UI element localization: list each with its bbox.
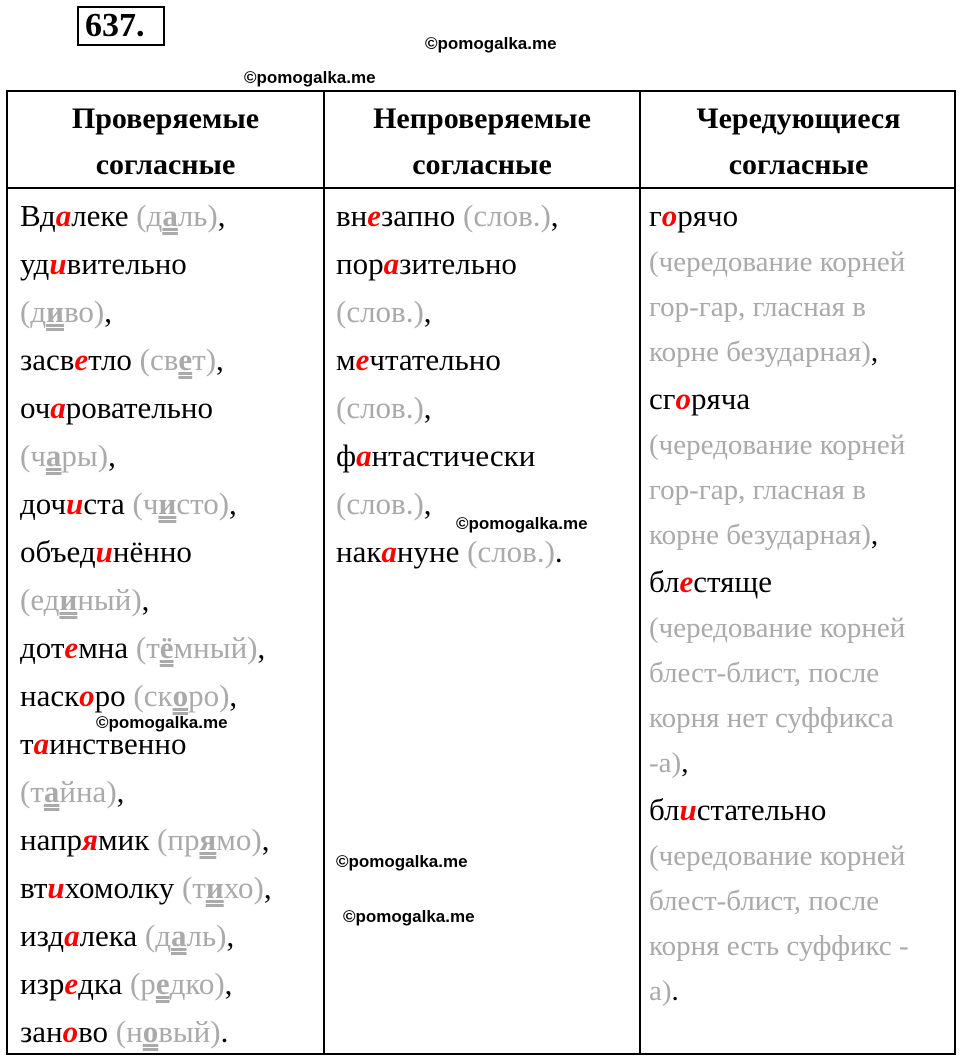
hint-start: (т [181, 870, 206, 905]
watermark: ©pomogalka.me [244, 68, 376, 87]
punctuation: , [216, 342, 224, 377]
header-line: Непроверяемые [373, 102, 591, 135]
checked-letter: и [66, 486, 84, 521]
word-entry [20, 816, 320, 864]
word-start: бл [649, 564, 680, 599]
hint-line [20, 576, 320, 624]
rule-note [649, 240, 954, 375]
checked-letter: а [381, 534, 397, 569]
header-line: согласные [728, 148, 869, 181]
note-line: корня нет суффикса [649, 702, 894, 734]
punctuation: , [261, 822, 270, 857]
header-line: согласные [412, 148, 552, 181]
dictionary-hint: (слов.) [336, 486, 424, 521]
punctuation: , [116, 774, 125, 809]
punctuation: , [104, 294, 112, 329]
hint-start: (св [139, 342, 179, 377]
word-start: т [20, 726, 34, 761]
dictionary-hint: (слов.) [336, 390, 424, 425]
word-start: м [336, 342, 356, 377]
hint-letter: е [155, 966, 170, 1001]
note-line: гор-гар, гласная в [649, 474, 866, 506]
hint-start: (д [144, 918, 172, 953]
checked-letter: е [64, 966, 79, 1001]
word-start: зан [20, 1014, 63, 1049]
hint-line [336, 288, 636, 336]
punctuation: , [257, 630, 266, 665]
checked-letter: а [50, 390, 66, 425]
watermark: ©pomogalka.me [456, 514, 588, 533]
punctuation: , [229, 678, 238, 713]
word-entry [20, 336, 320, 384]
hint-start: (пр [157, 822, 200, 857]
punctuation: , [550, 198, 559, 233]
hint-end: хо) [223, 870, 264, 905]
word-end: стательно [696, 792, 827, 827]
word-start: вн [336, 198, 368, 233]
punctuation: , [423, 486, 432, 521]
word-entry [20, 240, 320, 288]
header-line: согласные [95, 148, 236, 181]
checked-letter: я [82, 822, 99, 857]
checked-letter: о [62, 1014, 79, 1049]
checked-letter: о [675, 381, 691, 416]
word-start: наск [20, 678, 80, 713]
hint-end: ль) [177, 198, 218, 233]
checked-letter: о [661, 198, 678, 233]
word-end: запно [381, 198, 456, 233]
hint-letter: о [142, 1014, 159, 1049]
hint-start: (ск [133, 678, 173, 713]
word-end: хомолку [64, 870, 175, 905]
hint-start: (р [129, 966, 156, 1001]
column-divider [639, 92, 641, 1053]
word-start: ф [336, 438, 357, 473]
hint-end: ный) [77, 582, 142, 617]
checked-letter: а [33, 726, 50, 761]
word-end: чтательно [369, 342, 501, 377]
hint-line [20, 432, 320, 480]
exercise-number: 637. [77, 6, 165, 46]
rule-note [649, 606, 954, 786]
word-start: напр [20, 822, 83, 857]
header-alternating [641, 96, 956, 186]
hint-line [336, 384, 636, 432]
punctuation: , [141, 582, 150, 617]
word-end: во [78, 1014, 109, 1049]
word-entry [649, 375, 954, 423]
punctuation: , [263, 870, 272, 905]
spelling-table [6, 90, 956, 1055]
note-line: корня есть суффикс - [649, 930, 909, 962]
header-line: Проверяемые [71, 102, 260, 135]
word-end: ряча [690, 381, 751, 416]
hint-end: дко) [169, 966, 225, 1001]
hint-start: (ч [132, 486, 159, 521]
word-end: лека [79, 918, 138, 953]
checked-letter: е [74, 342, 89, 377]
word-end: нтастически [371, 438, 536, 473]
checked-letter: и [95, 534, 113, 569]
header-checkable [8, 96, 323, 186]
note-line: корне безударная) [649, 519, 871, 551]
checked-letter: е [355, 342, 370, 377]
watermark: ©pomogalka.me [96, 713, 228, 732]
punctuation: , [423, 390, 432, 425]
hint-start: (ед [20, 582, 60, 617]
hint-start: (ч [20, 438, 46, 473]
punctuation: . [671, 975, 679, 1007]
note-line: (чередование корней [649, 429, 906, 461]
checked-letter: а [64, 918, 80, 953]
word-start: оч [20, 390, 51, 425]
hint-end: ры) [61, 438, 109, 473]
word-entry [20, 1008, 320, 1056]
header-line: Чередующиеся [696, 102, 901, 135]
word-entry [649, 786, 954, 834]
checked-letter: е [367, 198, 381, 233]
word-start: изд [20, 918, 65, 953]
word-end: рячо [677, 198, 739, 233]
hint-letter: а [171, 918, 187, 953]
punctuation: . [220, 1014, 229, 1049]
hint-start: (т [135, 630, 160, 665]
word-entry [336, 432, 636, 480]
word-entry [20, 624, 320, 672]
checked-letter: е [64, 630, 79, 665]
punctuation: , [224, 966, 233, 1001]
punctuation: , [226, 918, 235, 953]
rule-note [649, 423, 954, 558]
dictionary-hint: (слов.) [463, 198, 551, 233]
hint-letter: и [59, 582, 78, 617]
word-end: мна [78, 630, 129, 665]
word-start: объед [20, 534, 96, 569]
punctuation: , [108, 438, 116, 473]
word-start: г [649, 198, 662, 233]
word-entry [20, 480, 320, 528]
header-uncheckable [325, 96, 639, 186]
word-entry [20, 864, 320, 912]
dictionary-hint: (слов.) [467, 534, 555, 569]
hint-line [20, 768, 320, 816]
hint-end: мо) [216, 822, 262, 857]
column-alternating [649, 192, 954, 1014]
checked-letter: о [79, 678, 95, 713]
hint-end: вый) [158, 1014, 221, 1049]
watermark: ©pomogalka.me [343, 907, 475, 926]
hint-letter: и [205, 870, 224, 905]
word-entry [336, 336, 636, 384]
hint-letter: а [162, 198, 178, 233]
word-start: засв [20, 342, 75, 377]
word-end: ро [94, 678, 126, 713]
word-entry [20, 912, 320, 960]
word-end: ровательно [65, 390, 213, 425]
word-start: уд [20, 246, 50, 281]
note-line: а) [649, 975, 672, 1007]
hint-end: т) [192, 342, 217, 377]
word-end: зительно [399, 246, 517, 281]
checked-letter: и [49, 246, 67, 281]
watermark: ©pomogalka.me [336, 852, 468, 871]
hint-start: (д [20, 294, 47, 329]
checked-letter: а [356, 438, 372, 473]
hint-letter: о [172, 678, 189, 713]
hint-letter: и [158, 486, 177, 521]
word-entry [20, 960, 320, 1008]
hint-letter: и [46, 294, 64, 329]
punctuation: . [554, 534, 563, 569]
punctuation: , [423, 294, 432, 329]
checked-letter: а [383, 246, 400, 281]
note-line-last [649, 969, 954, 1014]
note-line: (чередование корней [649, 246, 906, 278]
word-entry [20, 384, 320, 432]
hint-letter: а [43, 774, 60, 809]
note-line: (чередование корней [649, 840, 906, 872]
word-end: инственно [49, 726, 187, 761]
punctuation: , [217, 198, 226, 233]
watermark: ©pomogalka.me [425, 34, 557, 53]
word-start: нак [336, 534, 382, 569]
note-line-last [649, 741, 954, 786]
checked-letter: и [47, 870, 65, 905]
punctuation: , [870, 519, 879, 551]
word-end: дка [78, 966, 123, 1001]
checked-letter: е [679, 564, 694, 599]
word-entry [649, 192, 954, 240]
word-end: нённо [112, 534, 192, 569]
hint-letter: ё [159, 630, 174, 665]
word-end: тло [88, 342, 132, 377]
hint-letter: а [45, 438, 62, 473]
hint-start: (д [136, 198, 163, 233]
note-line: (чередование корней [649, 612, 906, 644]
checked-letter: а [55, 198, 72, 233]
punctuation: , [229, 486, 237, 521]
hint-letter: я [199, 822, 217, 857]
word-entry [336, 192, 636, 240]
note-line: блест-блист, после [649, 885, 880, 917]
column-checkable [20, 192, 320, 1056]
column-divider [323, 92, 325, 1053]
word-end: нуне [396, 534, 460, 569]
punctuation: , [870, 336, 879, 368]
note-line-last [649, 513, 954, 558]
hint-end: ро) [188, 678, 230, 713]
hint-letter: е [178, 342, 193, 377]
word-entry [336, 240, 636, 288]
note-line: -а) [649, 747, 682, 779]
word-end: мик [98, 822, 150, 857]
word-entry [20, 192, 320, 240]
word-start: изр [20, 966, 65, 1001]
hint-end: мный) [173, 630, 258, 665]
word-start: дот [20, 630, 65, 665]
word-end: вительно [66, 246, 187, 281]
word-start: пор [336, 246, 384, 281]
punctuation: , [681, 747, 689, 779]
hint-end: ль) [186, 918, 227, 953]
word-start: бл [649, 792, 680, 827]
hint-start: (н [115, 1014, 143, 1049]
note-line: гор-гар, гласная в [649, 291, 866, 323]
checked-letter: и [679, 792, 697, 827]
word-entry [649, 558, 954, 606]
hint-end: йна) [59, 774, 117, 809]
rule-note [649, 834, 954, 1014]
note-line-last [649, 330, 954, 375]
word-entry [20, 528, 320, 576]
word-entry [336, 528, 636, 576]
word-end: леке [71, 198, 129, 233]
hint-end: сто) [176, 486, 230, 521]
hint-start: (т [20, 774, 44, 809]
word-end: ста [83, 486, 125, 521]
word-start: вт [20, 870, 48, 905]
hint-line [20, 288, 320, 336]
hint-end: во) [63, 294, 105, 329]
word-start: Вд [20, 198, 56, 233]
word-start: сг [649, 381, 676, 416]
word-start: доч [20, 486, 67, 521]
note-line: блест-блист, после [649, 657, 880, 689]
note-line: корне безударная) [649, 336, 871, 368]
dictionary-hint: (слов.) [336, 294, 424, 329]
word-end: стяще [693, 564, 773, 599]
